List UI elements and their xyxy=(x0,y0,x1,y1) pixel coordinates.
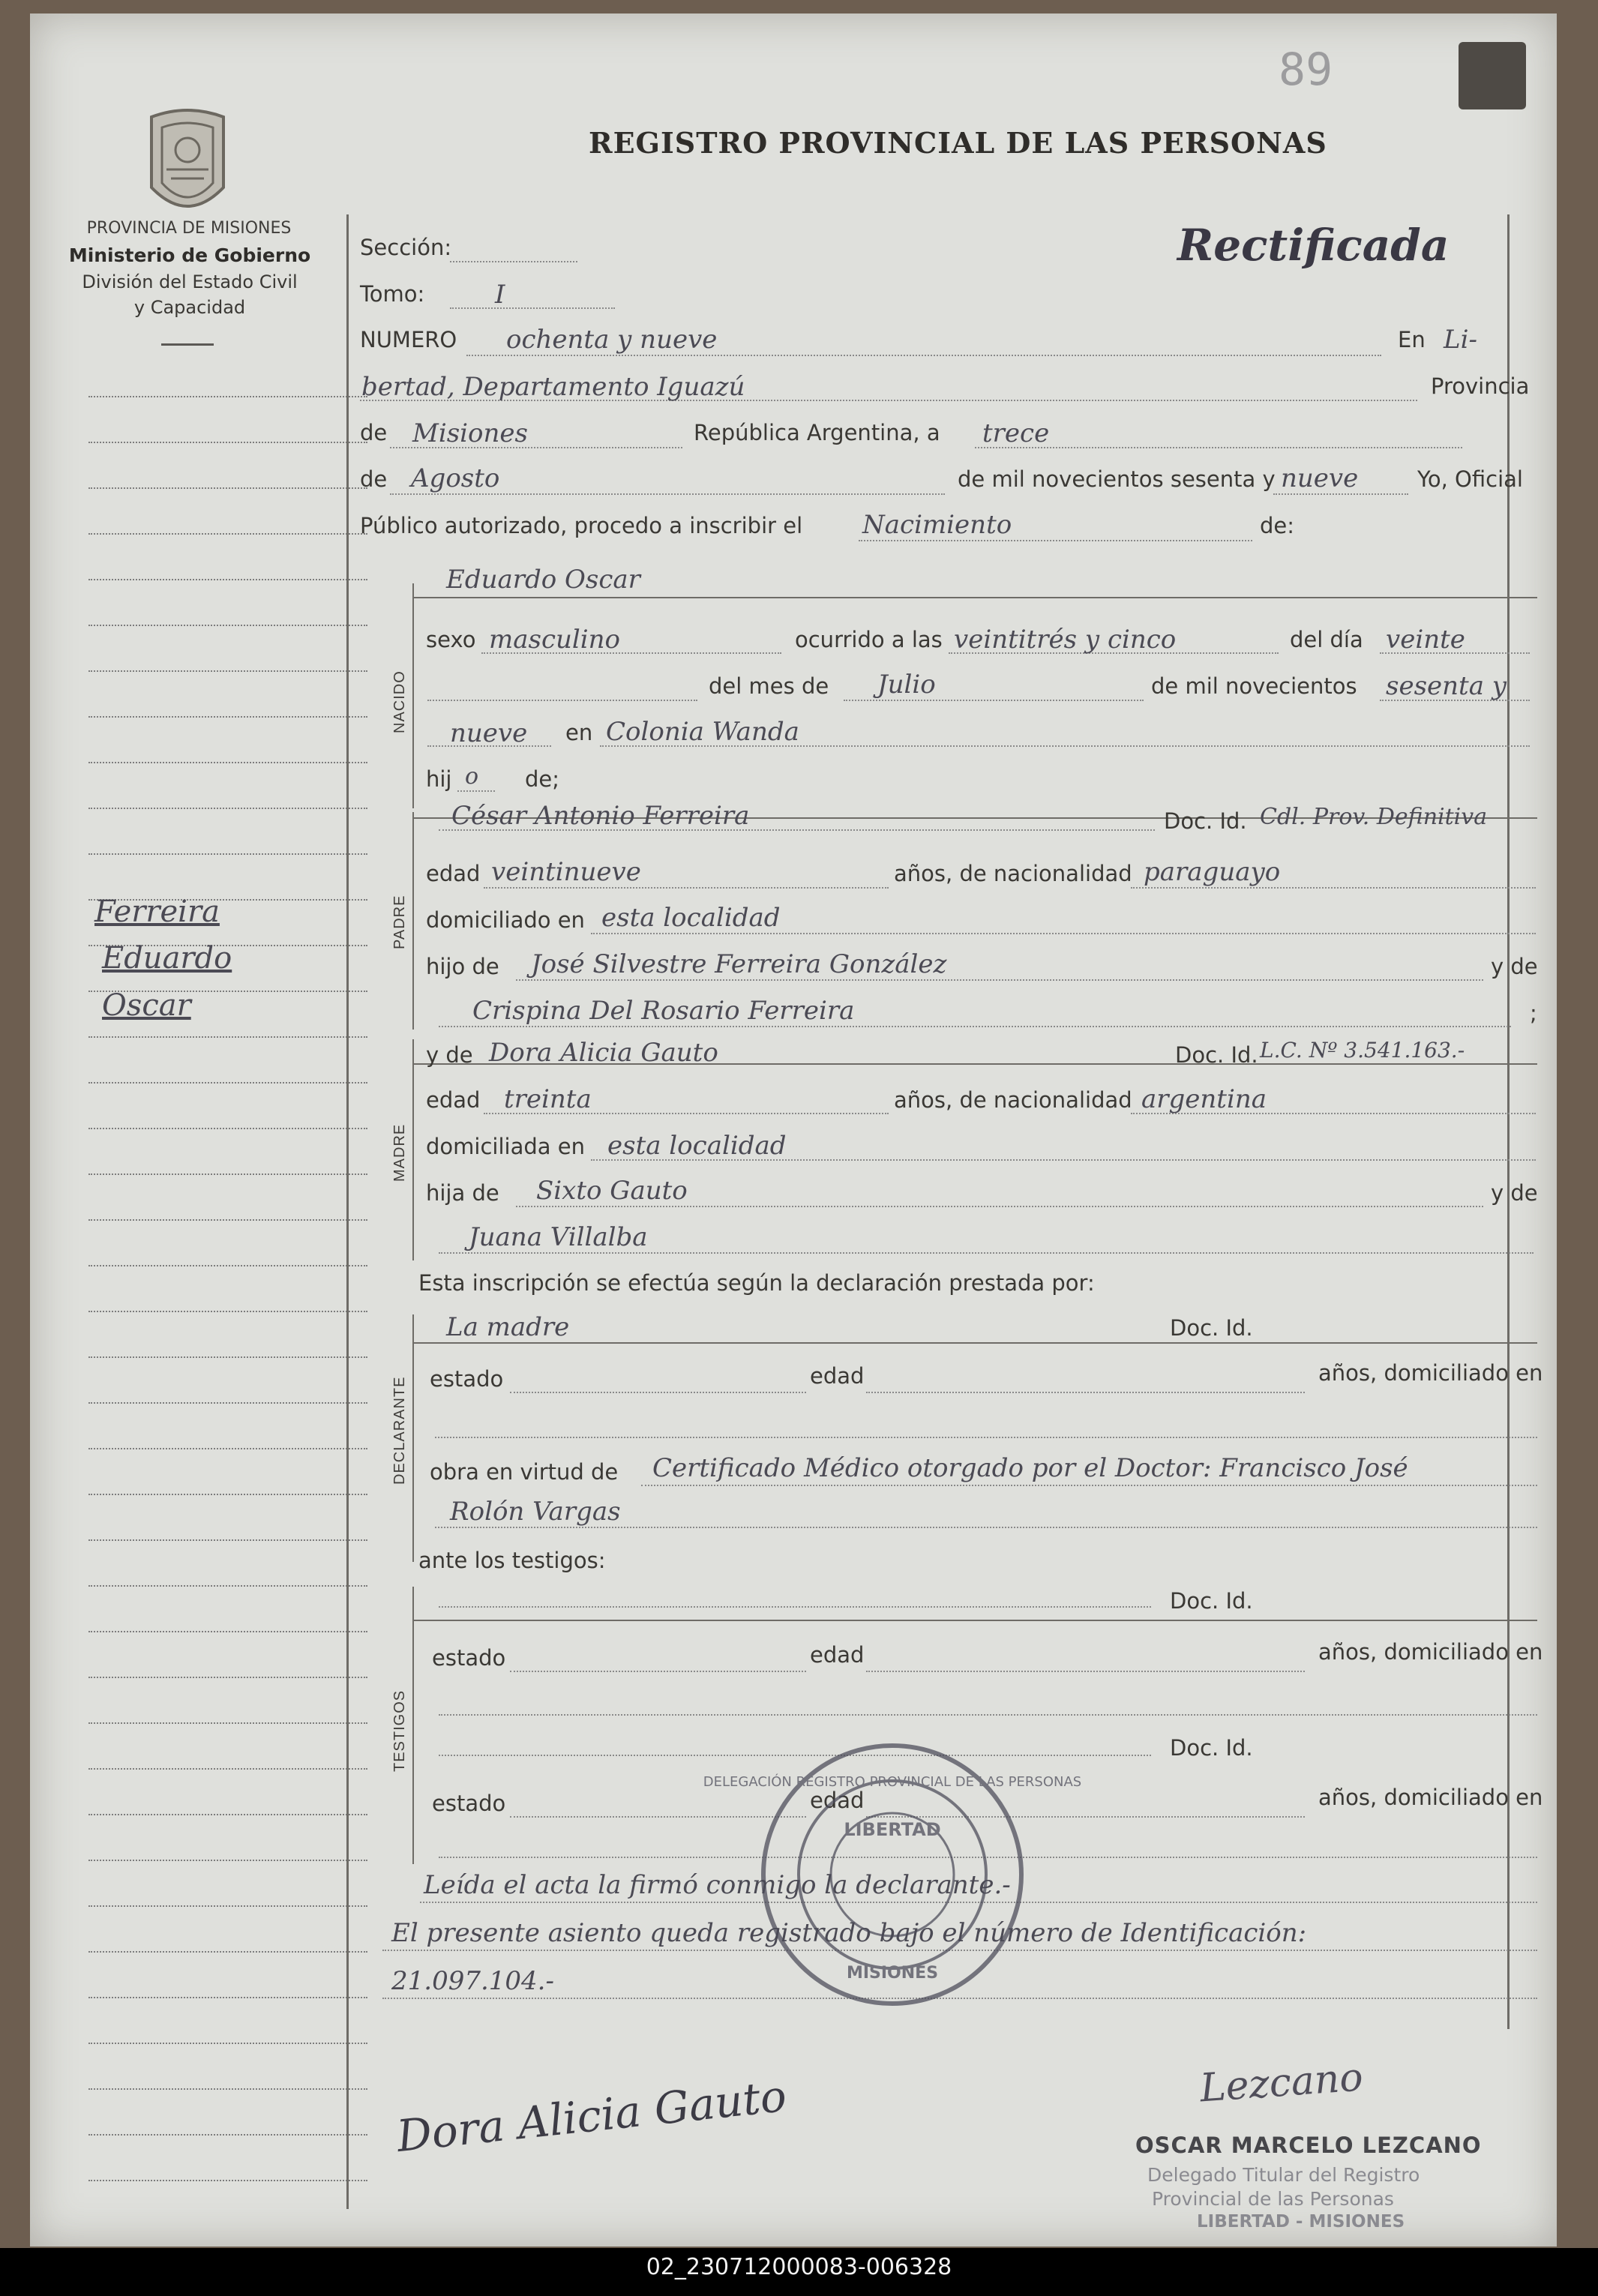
tomo-value: I xyxy=(495,280,505,310)
testigos-top-rule xyxy=(412,1620,1537,1621)
testigo1-edad-label: edad xyxy=(810,1642,865,1668)
padre-doc-label: Doc. Id. xyxy=(1164,808,1247,834)
declarante-signature: Dora Alicia Gauto xyxy=(394,2070,789,2163)
numero-label: NUMERO xyxy=(360,327,457,352)
abuelo-m-field xyxy=(516,1206,1483,1207)
sidebar-name-1: Eduardo xyxy=(102,941,232,976)
hijo-suffix-value: o xyxy=(465,763,479,790)
hijo-label: hij xyxy=(426,766,452,792)
declarante-dom-field xyxy=(435,1437,1537,1438)
nota2-value: El presente asiento queda registrado bajo el número de Identificación: xyxy=(391,1918,1307,1948)
madre-nac-label: años, de nacionalidad xyxy=(894,1087,1132,1113)
sidebar-surname: Ferreira xyxy=(94,895,220,929)
tomo-field xyxy=(450,307,615,309)
official-role-2: Provincial de las Personas xyxy=(1152,2188,1394,2210)
nota3-value: 21.097.104.- xyxy=(391,1966,554,1996)
province-crest-icon xyxy=(141,103,234,227)
main-left-rule xyxy=(346,214,349,2209)
abuela-m-field xyxy=(439,1252,1534,1254)
padre-semicolon: ; xyxy=(1530,1000,1537,1026)
page-number: 89 xyxy=(1279,43,1333,96)
sexo-label: sexo xyxy=(426,627,476,652)
tomo-label: Tomo: xyxy=(360,281,425,307)
header-divider xyxy=(161,343,214,346)
padre-label: PADRE xyxy=(391,895,408,949)
lugar-nac-value: Colonia Wanda xyxy=(606,717,799,747)
mes-nac-field xyxy=(844,700,1144,701)
en-label: En xyxy=(1398,327,1426,352)
madre-doc-value: L.C. Nº 3.541.163.- xyxy=(1260,1038,1465,1063)
madre-y-de-label: y de xyxy=(426,1042,473,1068)
madre-edad-value: treinta xyxy=(504,1084,592,1114)
testigo1-estado-label: estado xyxy=(432,1645,506,1671)
padre-dom-field xyxy=(591,933,1536,934)
declarante-label: DECLARANTE xyxy=(391,1376,408,1485)
testigo1-nombre-field xyxy=(439,1606,1151,1608)
testigo2-estado-label: estado xyxy=(432,1791,506,1816)
numero-field xyxy=(466,355,1381,356)
de-semi-label: de; xyxy=(525,766,560,792)
page-title: REGISTRO PROVINCIAL DE LAS PERSONAS xyxy=(589,126,1327,160)
testigo2-doc-label: Doc. Id. xyxy=(1170,1735,1253,1761)
publico-label: Público autorizado, procedo a inscribir el xyxy=(360,513,803,538)
en-value-b: bertad, Departamento Iguazú xyxy=(361,372,745,402)
madre-y-de-label-2: y de xyxy=(1491,1180,1538,1206)
acto-field xyxy=(859,540,1252,541)
numero-value: ochenta y nueve xyxy=(506,325,718,355)
acto-value: Nacimiento xyxy=(862,510,1012,540)
hijo-suffix-field xyxy=(457,790,495,792)
testigo2-dom-label: años, domiciliado en xyxy=(1318,1785,1543,1810)
mes-nac-value: Julio xyxy=(877,670,936,700)
rectificada-annotation: Rectificada xyxy=(1177,220,1450,271)
declarante-bracket xyxy=(412,1314,414,1562)
testigos-bracket xyxy=(412,1587,414,1864)
madre-nombre-value: Dora Alicia Gauto xyxy=(489,1038,718,1068)
ministry-label: Ministerio de Gobierno xyxy=(68,244,311,266)
anio-field xyxy=(1273,493,1408,495)
mes-value: Agosto xyxy=(411,463,500,493)
del-mes-label: del mes de xyxy=(709,673,829,699)
padre-dom-label: domiciliado en xyxy=(426,907,585,933)
sidebar-name-2: Oscar xyxy=(102,988,191,1023)
padre-hijo-de-label: hijo de xyxy=(426,954,499,979)
sexo-value: masculino xyxy=(489,625,621,655)
padre-doc-value: Cdl. Prov. Definitiva xyxy=(1260,804,1488,830)
abuela-p-value: Crispina Del Rosario Ferreira xyxy=(472,996,855,1026)
registry-page xyxy=(30,13,1557,2247)
madre-bracket xyxy=(412,1039,414,1260)
declarante-estado-label: estado xyxy=(430,1366,504,1392)
padre-edad-field xyxy=(484,887,889,889)
anio-value: nueve xyxy=(1281,463,1359,493)
abuela-p-field xyxy=(439,1026,1511,1027)
abuelo-m-value: Sixto Gauto xyxy=(536,1176,688,1206)
padre-dom-value: esta localidad xyxy=(601,903,781,933)
padre-nombre-field xyxy=(439,829,1155,831)
abuelo-p-field xyxy=(516,979,1483,981)
yo-oficial-label: Yo, Oficial xyxy=(1417,466,1523,492)
declarante-estado-field xyxy=(510,1392,806,1393)
stamp-ring-text: DELEGACIÓN REGISTRO PROVINCIAL DE LAS PERSONAS xyxy=(703,1774,1082,1790)
madre-edad-label: edad xyxy=(426,1087,481,1113)
del-dia-label: del día xyxy=(1290,627,1363,652)
testigo2-edad-label: edad xyxy=(810,1788,865,1813)
division-label: División del Estado Civil xyxy=(82,271,298,292)
padre-edad-value: veintinueve xyxy=(491,857,641,887)
provincia-label: Provincia xyxy=(1431,373,1530,399)
obra-value-a: Certificado Médico otorgado por el Doctor: Francisco José xyxy=(652,1453,1408,1483)
official-signature: Lezcano xyxy=(1198,2055,1365,2112)
madre-doc-label: Doc. Id. xyxy=(1175,1042,1258,1068)
declarante-edad-label: edad xyxy=(810,1363,865,1389)
madre-label: MADRE xyxy=(391,1123,408,1182)
declarante-dom-label: años, domiciliado en xyxy=(1318,1360,1543,1386)
obra-field xyxy=(641,1485,1537,1486)
official-place: LIBERTAD - MISIONES xyxy=(1197,2212,1405,2232)
madre-dom-value: esta localidad xyxy=(607,1131,787,1161)
anio-nac-value-a: sesenta y xyxy=(1386,671,1507,701)
corner-tab xyxy=(1459,42,1526,109)
en-nac-label: en xyxy=(565,720,593,745)
padre-nac-field xyxy=(1131,887,1536,889)
dia-value: trece xyxy=(982,418,1050,448)
mes-field xyxy=(390,493,945,495)
madre-nac-value: argentina xyxy=(1141,1084,1267,1114)
nombre-value: Eduardo Oscar xyxy=(446,565,640,595)
de-mil-nov-label: de mil novecientos xyxy=(1151,673,1357,699)
republica-label: República Argentina, a xyxy=(694,420,940,445)
padre-nombre-value: César Antonio Ferreira xyxy=(451,801,750,831)
obra-label: obra en virtud de xyxy=(430,1459,619,1485)
image-caption: 02_230712000083-006328 xyxy=(646,2254,952,2280)
padre-nac-label: años, de nacionalidad xyxy=(894,861,1132,886)
official-name: OSCAR MARCELO LEZCANO xyxy=(1135,2133,1482,2158)
nota1-value: Leída el acta la firmó conmigo la declarante.- xyxy=(424,1870,1011,1900)
madre-dom-label: domiciliada en xyxy=(426,1134,585,1159)
dia-nac-value: veinte xyxy=(1386,625,1465,655)
de-mil-label: de mil novecientos sesenta y xyxy=(958,466,1276,492)
padre-bracket xyxy=(412,812,414,1030)
anio-nac-value-b: nueve xyxy=(450,718,528,748)
testigo1-doc-label: Doc. Id. xyxy=(1170,1588,1253,1614)
nacido-top-rule xyxy=(412,597,1537,598)
declarante-value: La madre xyxy=(446,1312,570,1342)
declarante-doc-label: Doc. Id. xyxy=(1170,1315,1253,1341)
hora-value: veintitrés y cinco xyxy=(954,625,1177,655)
ocurrido-label: ocurrido a las xyxy=(795,627,943,652)
provincia-value: Misiones xyxy=(412,418,528,448)
testigo1-estado-field xyxy=(510,1671,806,1672)
obra-field-2 xyxy=(435,1527,1537,1528)
madre-hija-de-label: hija de xyxy=(426,1180,499,1206)
division-label-2: y Capacidad xyxy=(133,297,246,318)
nacido-bracket xyxy=(412,583,414,808)
abuela-m-value: Juana Villalba xyxy=(469,1222,648,1252)
testigo1-dom-label: años, domiciliado en xyxy=(1318,1639,1543,1665)
testigo1-edad-field xyxy=(866,1671,1305,1672)
abuelo-p-value: José Silvestre Ferreira González xyxy=(531,949,947,979)
province-label: PROVINCIA DE MISIONES xyxy=(86,219,292,238)
esta-inscripcion-label: Esta inscripción se efectúa según la declaración prestada por: xyxy=(418,1270,1095,1296)
nacido-label: NACIDO xyxy=(391,670,408,733)
padre-nac-value: paraguayo xyxy=(1144,857,1281,887)
de-label: de xyxy=(360,420,388,445)
obra-value-b: Rolón Vargas xyxy=(450,1497,621,1527)
testigos-label: TESTIGOS xyxy=(391,1689,408,1772)
stamp-center-text: LIBERTAD xyxy=(844,1819,941,1840)
seccion-label: Sección: xyxy=(360,235,452,260)
padre-edad-label: edad xyxy=(426,861,481,886)
official-role: Delegado Titular del Registro xyxy=(1147,2164,1420,2186)
seccion-field xyxy=(450,261,577,262)
declarante-top-rule xyxy=(412,1342,1537,1344)
padre-y-de-label: y de xyxy=(1491,954,1538,979)
testigo1-dom-field xyxy=(439,1714,1537,1716)
stamp-bottom-text: MISIONES xyxy=(846,1964,939,1983)
declarante-edad-field xyxy=(866,1392,1305,1393)
ante-testigos-label: ante los testigos: xyxy=(418,1548,606,1573)
de-label-2: de xyxy=(360,466,388,492)
de-colon-label: de: xyxy=(1260,513,1295,538)
en-value-a: Li- xyxy=(1444,325,1477,355)
dia-nac-cont-field xyxy=(427,700,697,701)
